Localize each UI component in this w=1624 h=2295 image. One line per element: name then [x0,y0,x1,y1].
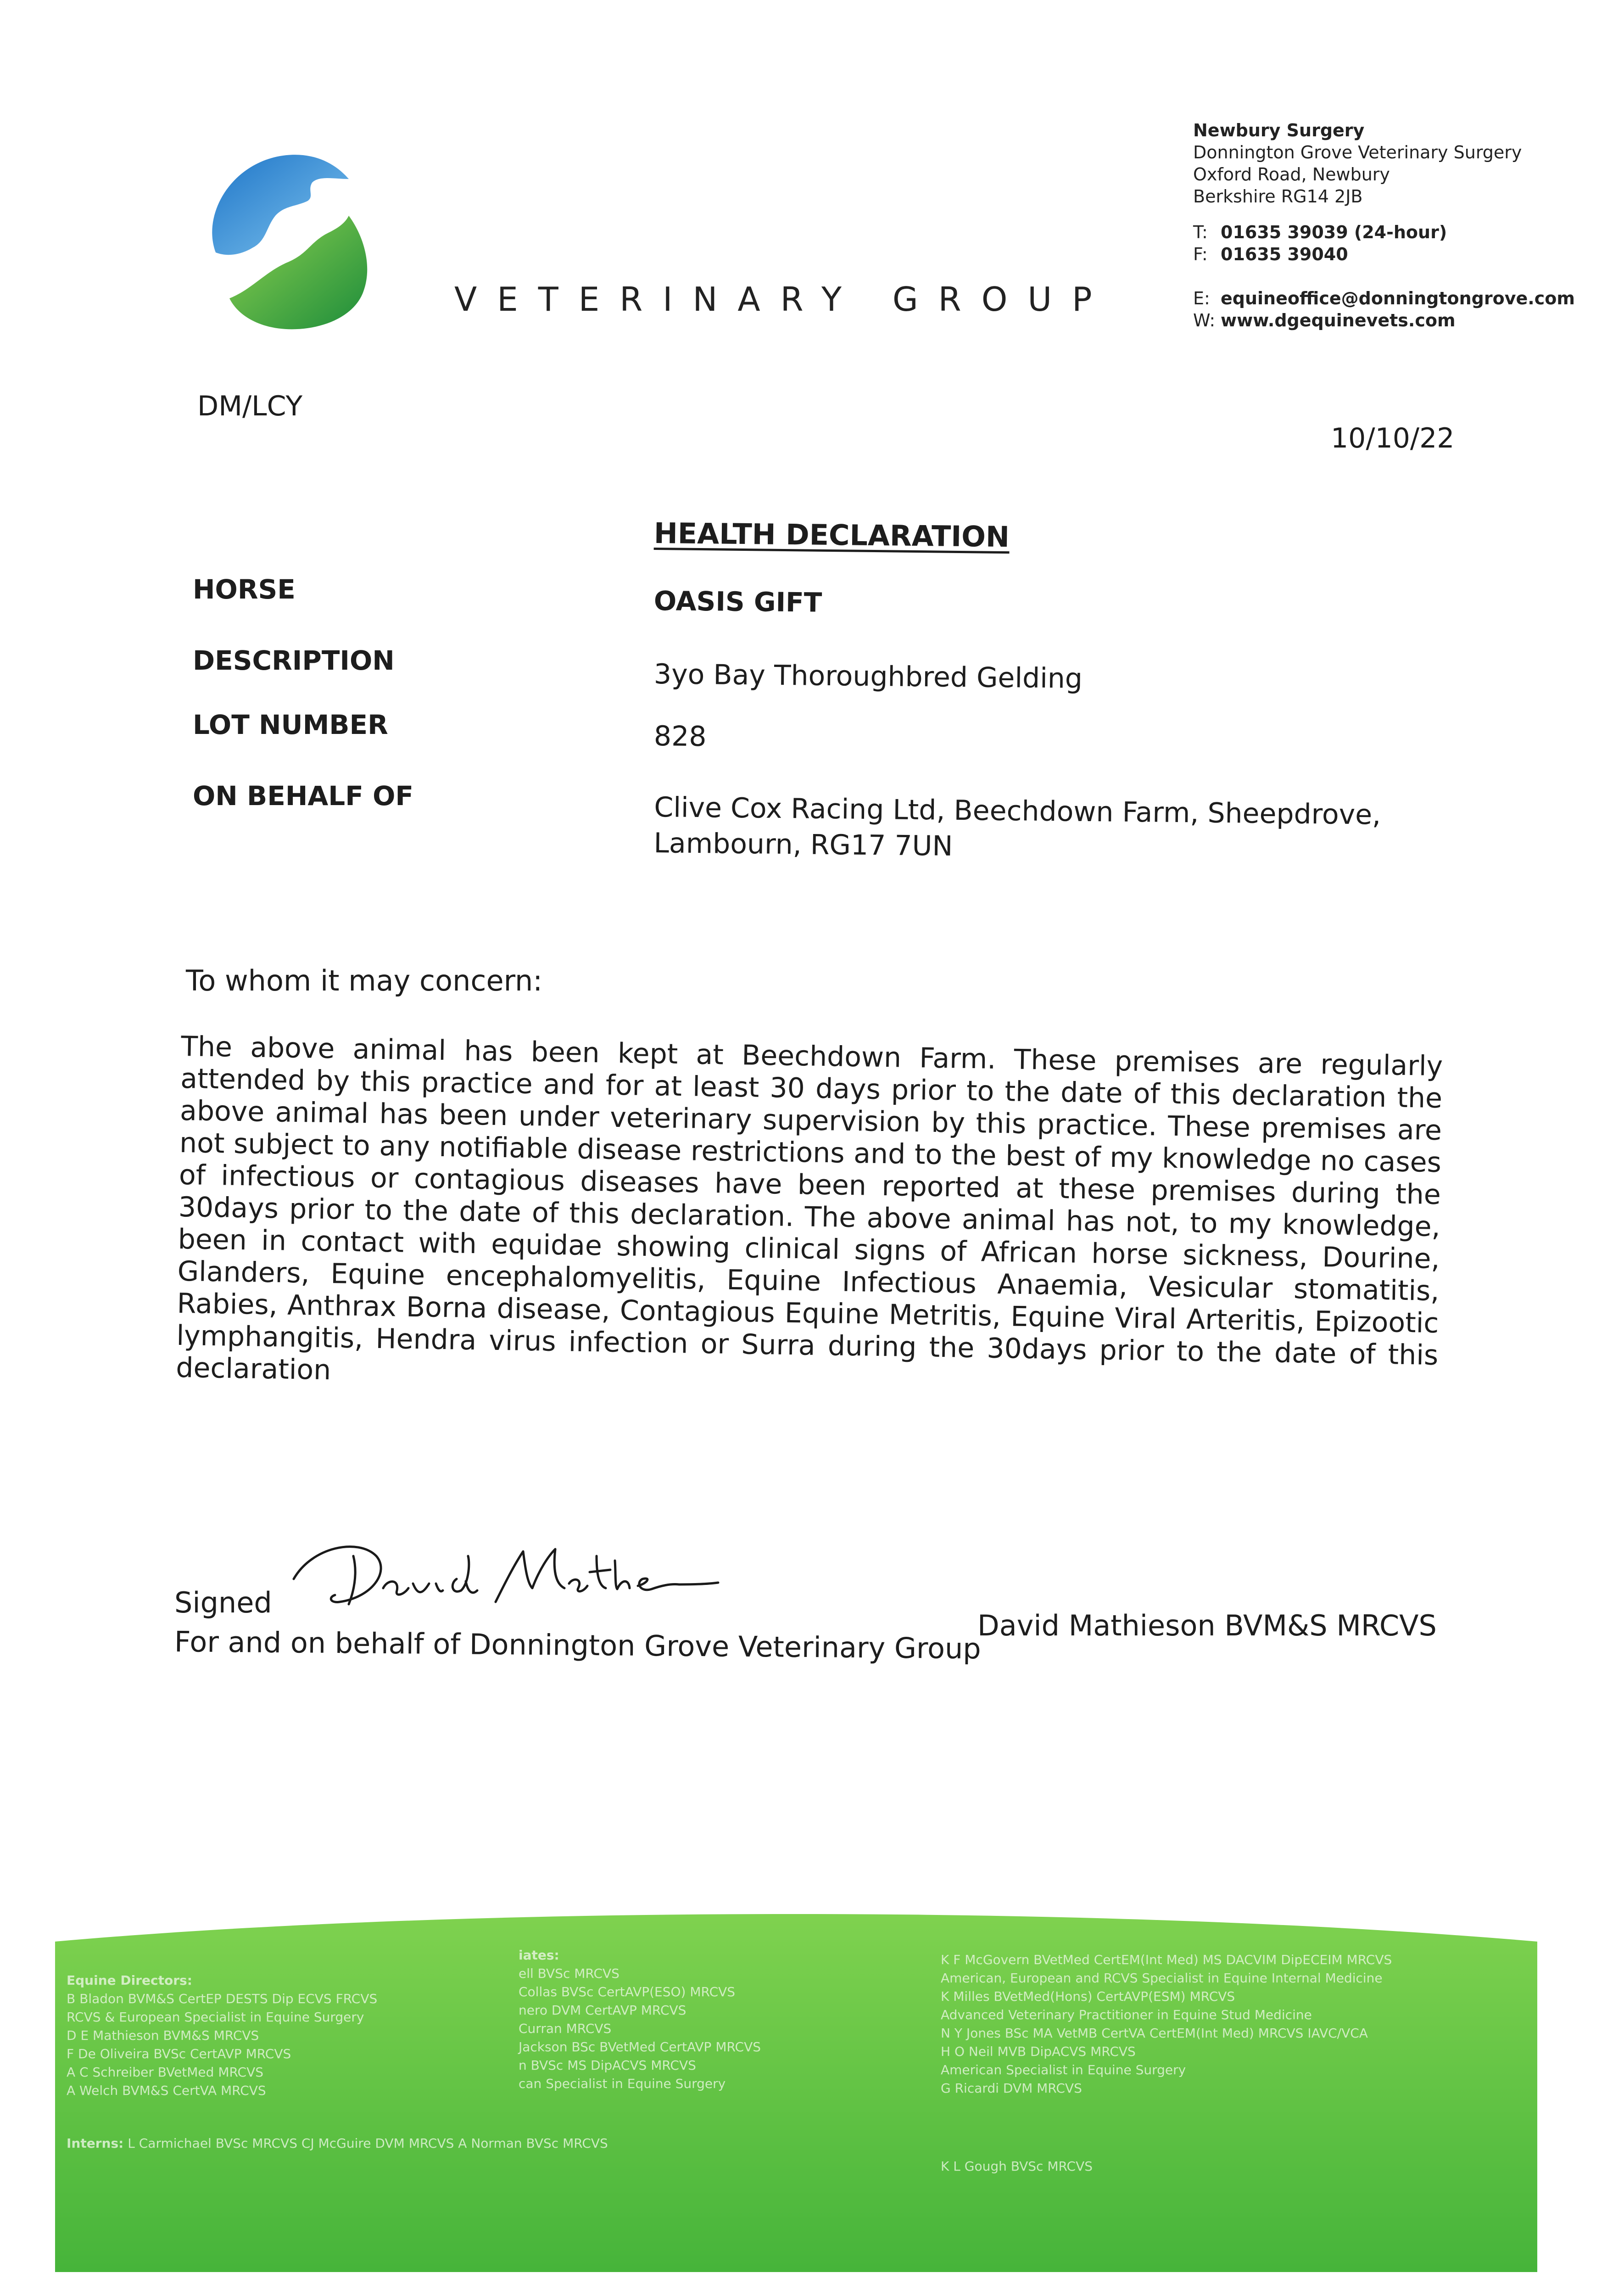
staff-line: H O Neil MVB DipACVS MRCVS [941,2044,1136,2059]
staff-line: American Specialist in Equine Surgery [941,2062,1186,2077]
staff-line: K Milles BVetMed(Hons) CertAVP(ESM) MRCVS [941,1989,1235,2004]
phone-row [1193,221,1606,243]
practice-address [1193,119,1606,331]
associate-line: Curran MRCVS [519,2021,612,2036]
surgery-name: Newbury Surgery [1193,120,1365,140]
director-line: B Bladon BVM&S CertEP DESTS Dip ECVS FRCVS [67,1991,378,2006]
document-title: HEALTH DECLARATION [653,516,1010,554]
email-label: E: [1193,288,1210,308]
staff-line: G Ricardi DVM MRCVS [941,2081,1082,2096]
associate-line: nero DVM CertAVP MRCVS [519,2003,686,2018]
horse-label: HORSE [193,574,296,605]
letter-date: 10/10/22 [1331,422,1455,454]
associate-line: can Specialist in Equine Surgery [519,2076,726,2091]
description-value: 3yo Bay Thoroughbred Gelding [653,658,1083,695]
interns-list: L Carmichael BVSc MRCVS CJ McGuire DVM MRCVS A Norman BVSc MRCVS [128,2136,608,2151]
handwritten-signature [285,1528,720,1620]
greeting: To whom it may concern: [186,964,543,997]
address-line: Berkshire RG14 2JB [1193,186,1363,207]
website-label: W: [1193,310,1216,330]
horse-head-logo-icon [197,147,390,335]
email-address: equineoffice@donningtongrove.com [1221,288,1575,308]
associate-line: Collas BVSc CertAVP(ESO) MRCVS [519,1984,736,1999]
email-row [1193,287,1606,309]
lot-number-label: LOT NUMBER [193,709,388,740]
footer-right-column [941,1951,1392,2098]
signed-label: Signed [174,1586,272,1619]
on-behalf-of-label: ON BEHALF OF [193,780,413,812]
fax-number: 01635 39040 [1221,244,1348,264]
footer-associates [519,1946,761,2093]
lot-number-value: 828 [653,720,707,753]
footer-directors [67,1971,377,2100]
phone-number: 01635 39039 (24-hour) [1221,222,1447,242]
footer-intern-right: K L Gough BVSc MRCVS [941,2159,1093,2174]
description-label: DESCRIPTION [193,645,395,676]
horse-value: OASIS GIFT [653,585,822,618]
address-line: Donnington Grove Veterinary Surgery [1193,142,1522,162]
director-line: F De Oliveira BVSc CertAVP MRCVS [67,2046,291,2061]
interns-title: Interns: [67,2136,124,2151]
reference-code: DM/LCY [197,390,303,422]
associate-line: Jackson BSc BVetMed CertAVP MRCVS [519,2039,761,2054]
on-behalf-of-value: Clive Cox Racing Ltd, Beechdown Farm, Sheepdrove, Lambourn, RG17 7UN [653,791,1381,862]
address-line: Oxford Road, Newbury [1193,164,1390,185]
website-url: www.dgequinevets.com [1221,310,1456,330]
director-line: A C Schreiber BVetMed MRCVS [67,2065,264,2080]
associate-line: ell BVSc MRCVS [519,1966,619,1981]
brand-text: VETERINARY GROUP [454,280,1112,319]
director-line: D E Mathieson BVM&S MRCVS [67,2028,259,2043]
on-behalf-line: For and on behalf of Donnington Grove Veterinary Group [174,1625,982,1666]
staff-line: K F McGovern BVetMed CertEM(Int Med) MS DACVIM DipECEIM MRCVS [941,1952,1392,1967]
phone-label: T: [1193,222,1208,242]
website-row [1193,309,1606,331]
staff-line: Advanced Veterinary Practitioner in Equine Stud Medicine [941,2007,1312,2022]
director-line: A Welch BVM&S CertVA MRCVS [67,2083,266,2098]
directors-title: Equine Directors: [67,1973,192,1988]
declaration-body: The above animal has been kept at Beechdown Farm. These premises are regularly attended by this practice and for at least 30 days prior to the date of this declaration the above animal has been under veterinary supervision by this practice. These premises are not subject to any notifiable disease restrictions and to the best of my knowledge no cases of infectious or contagious diseases have been reported at these premises during the 30days prior to the date of this declaration. The above animal has not, to my knowledge, been in contact with equidae showing clinical signs of African horse sickness, Dourine, Glanders, Equine encephalomyelitis, Equine Infectious Anaemia, Vesicular stomatitis, Rabies, Anthrax Borna disease, Contagious Equine Metritis, Equine Viral Arteritis, Epizootic lymphangitis, Hendra virus infection or Surra during the 30days prior to the date of this declaration [175,1030,1443,1387]
signer-name: David Mathieson BVM&S MRCVS [977,1609,1437,1642]
staff-line: N Y Jones BSc MA VetMB CertVA CertEM(Int Med) MRCVS IAVC/VCA [941,2026,1368,2041]
associates-title: iates: [519,1948,559,1963]
associate-line: n BVSc MS DipACVS MRCVS [519,2058,696,2073]
director-line: RCVS & European Specialist in Equine Surgery [67,2010,364,2025]
staff-line: American, European and RCVS Specialist in Equine Internal Medicine [941,1970,1383,1986]
fax-row [1193,243,1606,265]
footer-interns [67,2134,608,2153]
fax-label: F: [1193,244,1208,264]
